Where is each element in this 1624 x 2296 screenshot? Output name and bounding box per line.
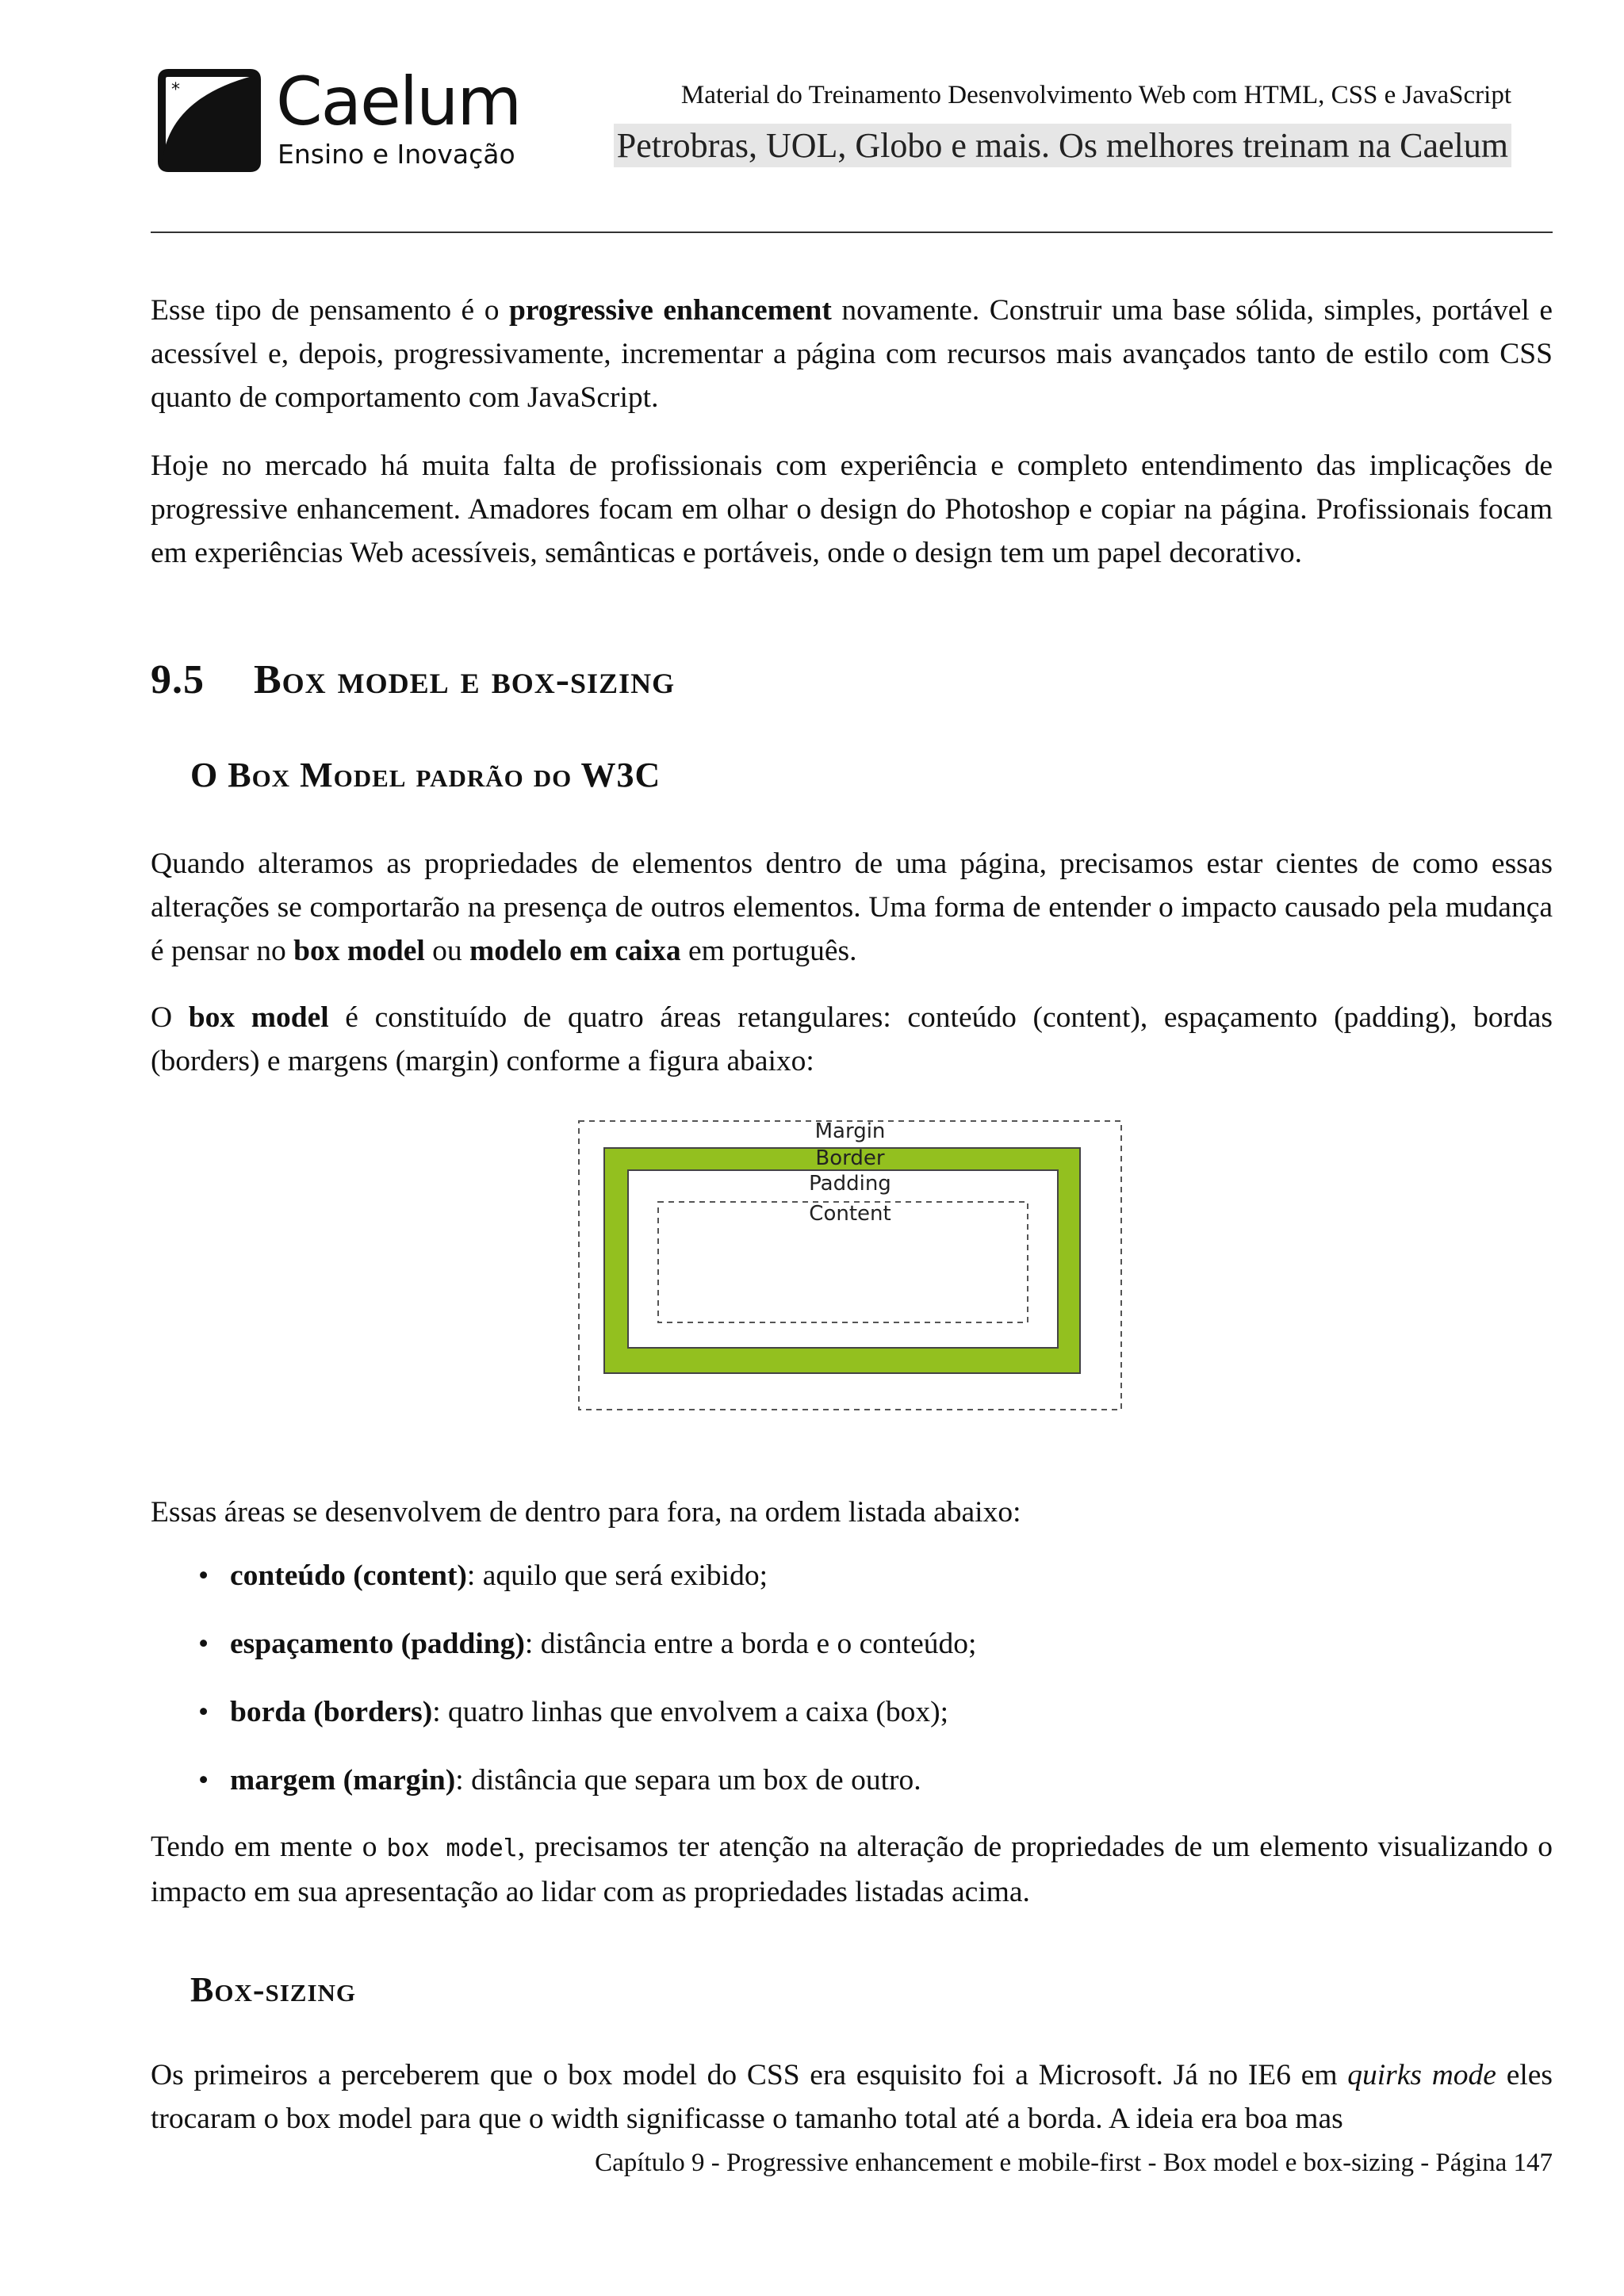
text-span: Tendo em mente o bbox=[151, 1831, 387, 1863]
bullet-term: espaçamento (padding) bbox=[230, 1628, 525, 1660]
bullet-term: margem (margin) bbox=[230, 1764, 456, 1797]
bold-term: box model bbox=[188, 1001, 329, 1034]
svg-text:*: * bbox=[171, 80, 180, 100]
list-item bbox=[198, 1758, 1546, 1827]
paragraph-box-model-attention bbox=[151, 1825, 1553, 1914]
section-heading bbox=[151, 656, 675, 703]
caelum-logo-mark-icon bbox=[157, 68, 262, 173]
header-slogan: Petrobras, UOL, Globo e mais. Os melhores treinam na Caelum bbox=[614, 124, 1511, 167]
text-span: ou bbox=[424, 935, 470, 967]
text-span: , precisamos ter atenção na alteração de propriedades de um elemento visualizando o impacto em sua apresentação ao lidar com as propriedades listadas acima. bbox=[151, 1831, 1553, 1908]
content-label: Content bbox=[809, 1202, 891, 1226]
text-span: O bbox=[151, 1001, 189, 1034]
text-span: Esse tipo de pensamento é o bbox=[151, 294, 509, 327]
box-model-diagram bbox=[577, 1119, 1123, 1411]
paragraph-box-model-areas bbox=[151, 996, 1553, 1083]
bullet-term: conteúdo (content) bbox=[230, 1559, 467, 1592]
section-number: 9.5 bbox=[151, 657, 205, 702]
list-item bbox=[198, 1690, 1546, 1758]
paragraph-box-model-intro bbox=[151, 842, 1553, 973]
inline-code: box model bbox=[386, 1835, 518, 1862]
section-title: Box model e box-sizing bbox=[254, 657, 676, 702]
bold-term: modelo em caixa bbox=[469, 935, 681, 967]
bullet-desc: : aquilo que será exibido; bbox=[466, 1559, 768, 1592]
bullet-desc: : quatro linhas que envolvem a caixa (box); bbox=[432, 1696, 949, 1728]
text-span: em português. bbox=[680, 935, 857, 967]
paragraph-text: Essas áreas se desenvolvem de dentro para fora, na ordem listada abaixo: bbox=[151, 1496, 1021, 1529]
header-course-title: Material do Treinamento Desenvolvimento Web com HTML, CSS e JavaScript bbox=[680, 81, 1511, 109]
padding-label: Padding bbox=[809, 1172, 891, 1196]
paragraph-areas-order bbox=[151, 1490, 1553, 1534]
paragraph-progressive-enhancement bbox=[151, 289, 1553, 419]
text-span: Os primeiros a perceberem que o box model do CSS era esquisito foi a Microsoft. Já no IE6 em bbox=[151, 2059, 1348, 2091]
page-footer: Capítulo 9 - Progressive enhancement e mobile-first - Box model e box-sizing - Página 147 bbox=[595, 2149, 1553, 2177]
text-span: novamente. Construir uma base sólida, simples, portável e acessível e, depois, progressivamente, incrementar a página com recursos mais avançados tanto de estilo com CSS quanto de comportamento com JavaScript. bbox=[151, 294, 1553, 414]
bullet-desc: : distância que separa um box de outro. bbox=[455, 1764, 921, 1797]
bold-term: box model bbox=[293, 935, 425, 967]
italic-term: quirks mode bbox=[1347, 2059, 1496, 2091]
list-item bbox=[198, 1622, 1546, 1690]
logo-tagline: Ensino e Inovação bbox=[278, 139, 515, 170]
list-item bbox=[198, 1554, 1546, 1622]
paragraph-box-sizing bbox=[151, 2053, 1553, 2141]
bullet-term: borda (borders) bbox=[230, 1696, 433, 1728]
text-span: eles trocaram o box model para que o width significasse o tamanho total até a borda. A ideia era boa mas bbox=[151, 2059, 1553, 2135]
box-areas-list bbox=[198, 1554, 1546, 1827]
border-label: Border bbox=[815, 1146, 885, 1170]
paragraph-text: Hoje no mercado há muita falta de profissionais com experiência e completo entendimento das implicações de progressive enhancement. Amadores focam em olhar o design do Photoshop e copiar na página. Profissionais focam em experiências Web acessíveis, semânticas e portáveis, onde o design tem um papel decorativo. bbox=[151, 450, 1553, 569]
text-span: Quando alteramos as propriedades de elementos dentro de uma página, precisamos estar cientes de como essas alterações se comportarão na presença de outros elementos. Uma forma de entender o impacto causado pela mudança é pensar no bbox=[151, 848, 1553, 967]
margin-label: Margin bbox=[814, 1119, 886, 1143]
subsection-heading-box-sizing: Box-sizing bbox=[190, 1970, 357, 2009]
header-divider bbox=[151, 232, 1553, 233]
logo-name: Caelum bbox=[276, 63, 521, 140]
bold-term: progressive enhancement bbox=[508, 294, 832, 327]
subsection-heading-box-model: O Box Model padrão do W3C bbox=[190, 756, 661, 794]
paragraph-market bbox=[151, 444, 1553, 575]
bullet-desc: : distância entre a borda e o conteúdo; bbox=[524, 1628, 977, 1660]
caelum-logo bbox=[157, 63, 521, 179]
text-span: é constituído de quatro áreas retangulares: conteúdo (content), espaçamento (padding), bordas (borders) e margens (margin) conforme a figura abaixo: bbox=[151, 1001, 1553, 1077]
